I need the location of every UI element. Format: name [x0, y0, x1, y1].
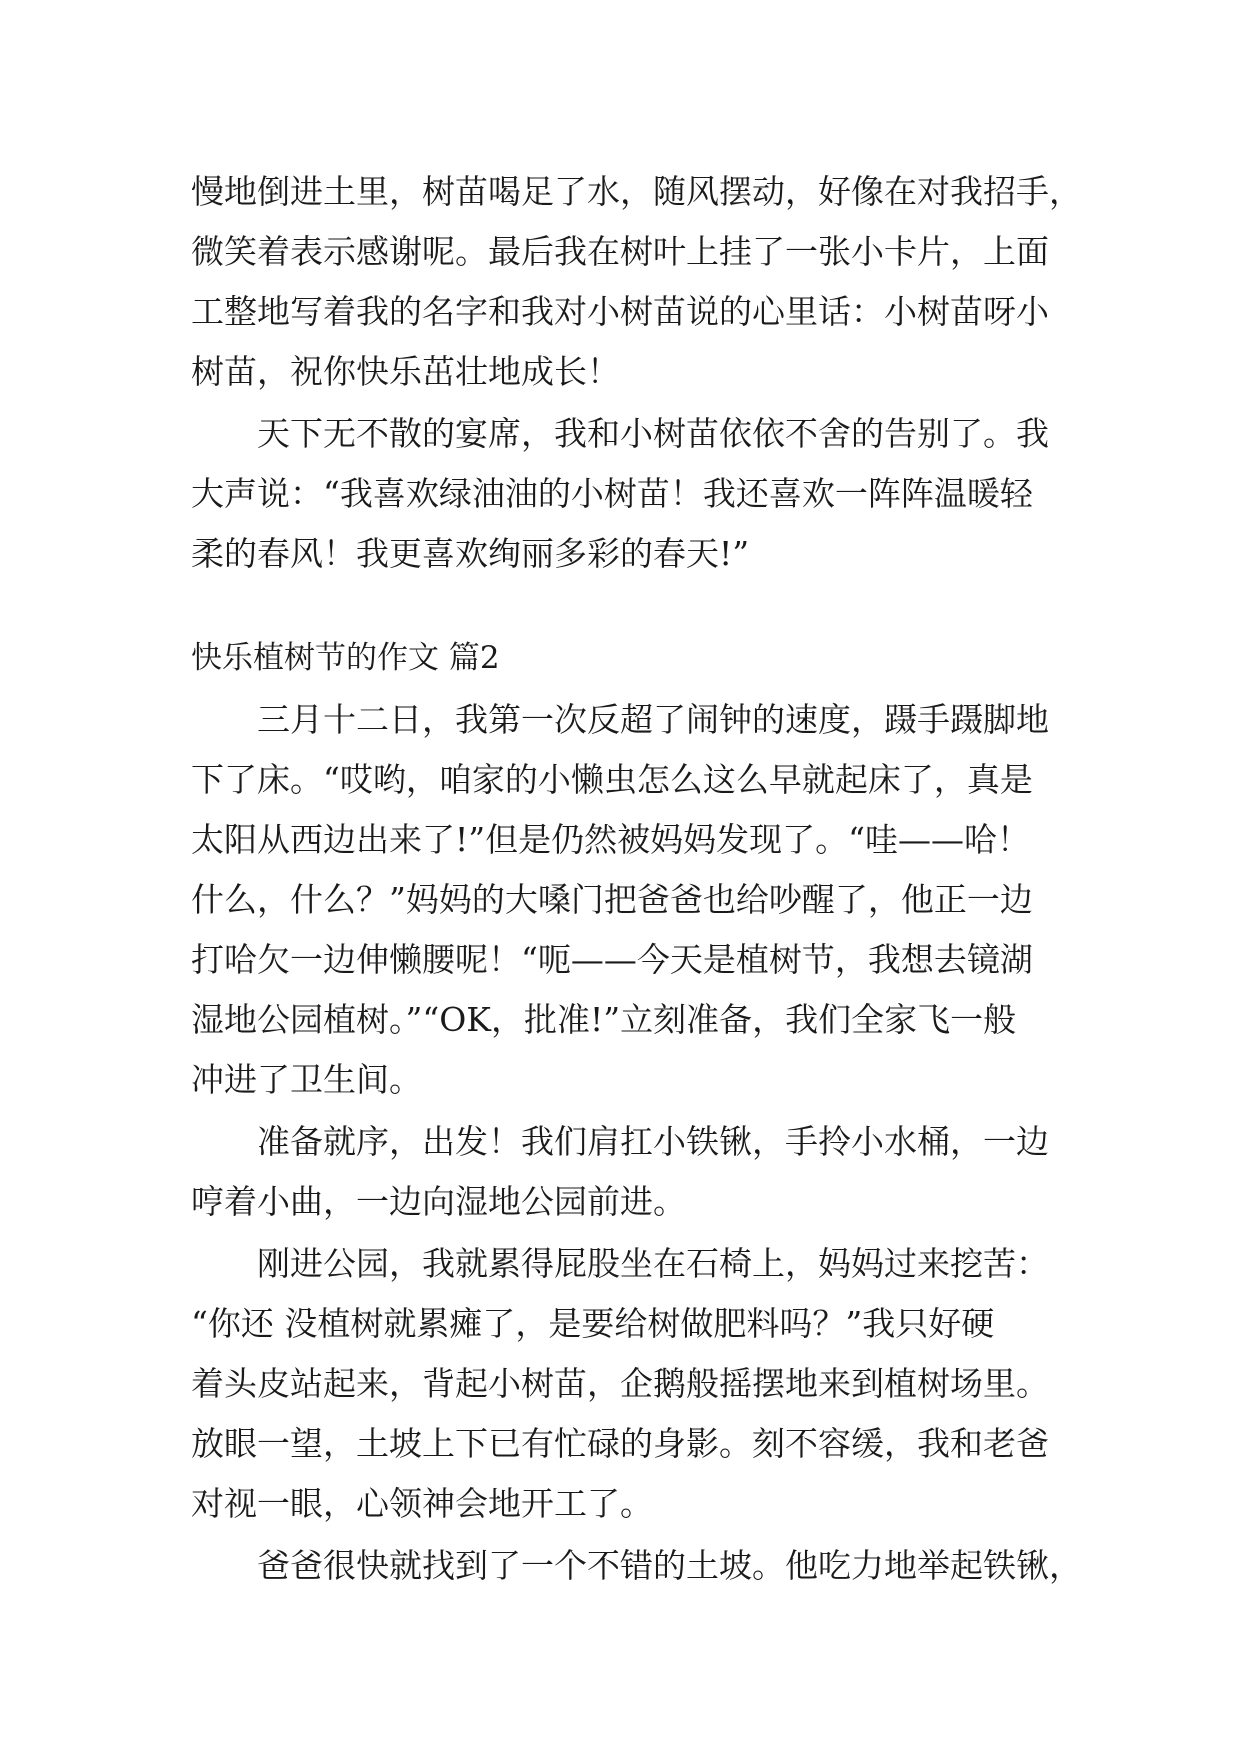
- text-line: 树苗，祝你快乐茁壮地成长！: [191, 352, 620, 391]
- text-line: 冲进了卫生间。: [191, 1060, 422, 1099]
- text-line: 刚进公园，我就累得屁股坐在石椅上，妈妈过来挖苦：: [257, 1244, 1049, 1283]
- text-line: 太阳从西边出来了!”但是仍然被妈妈发现了。“哇——哈！: [191, 820, 1031, 859]
- text-line: 柔的春风！我更喜欢绚丽多彩的春天!”: [191, 534, 750, 573]
- text-line: 慢地倒进土里，树苗喝足了水，随风摆动，好像在对我招手，: [191, 172, 1082, 211]
- text-line: 打哈欠一边伸懒腰呢！“呃——今天是植树节，我想去镜湖: [191, 940, 1033, 979]
- text-line: 放眼一望，土坡上下已有忙碌的身影。刻不容缓，我和老爸: [191, 1424, 1049, 1463]
- text-line: 下了床。“哎哟，咱家的小懒虫怎么这么早就起床了，真是: [191, 760, 1033, 799]
- text-line: 大声说：“我喜欢绿油油的小树苗！我还喜欢一阵阵温暖轻: [191, 474, 1033, 513]
- text-line: 准备就序，出发！我们肩扛小铁锹，手拎小水桶，一边: [257, 1122, 1049, 1161]
- text-line: 爸爸很快就找到了一个不错的土坡。他吃力地举起铁锹，: [257, 1546, 1082, 1585]
- text-line: 天下无不散的宴席，我和小树苗依依不舍的告别了。我: [257, 414, 1049, 453]
- section-heading: 快乐植树节的作文 篇2: [191, 640, 500, 676]
- text-line: 什么，什么？”妈妈的大嗓门把爸爸也给吵醒了，他正一边: [191, 880, 1033, 919]
- text-line: 工整地写着我的名字和我对小树苗说的心里话：小树苗呀小: [191, 292, 1049, 331]
- text-line: “你还 没植树就累瘫了，是要给树做肥料吗？”我只好硬: [191, 1304, 995, 1343]
- text-line: 湿地公园植树。”“OK，批准!”立刻准备，我们全家飞一般: [191, 1000, 1017, 1039]
- text-line: 哼着小曲，一边向湿地公园前进。: [191, 1182, 686, 1221]
- text-line: 微笑着表示感谢呢。最后我在树叶上挂了一张小卡片，上面: [191, 232, 1049, 271]
- text-line: 三月十二日，我第一次反超了闹钟的速度，蹑手蹑脚地: [257, 700, 1049, 739]
- text-line: 对视一眼，心领神会地开工了。: [191, 1484, 653, 1523]
- text-line: 着头皮站起来，背起小树苗，企鹅般摇摆地来到植树场里。: [191, 1364, 1049, 1403]
